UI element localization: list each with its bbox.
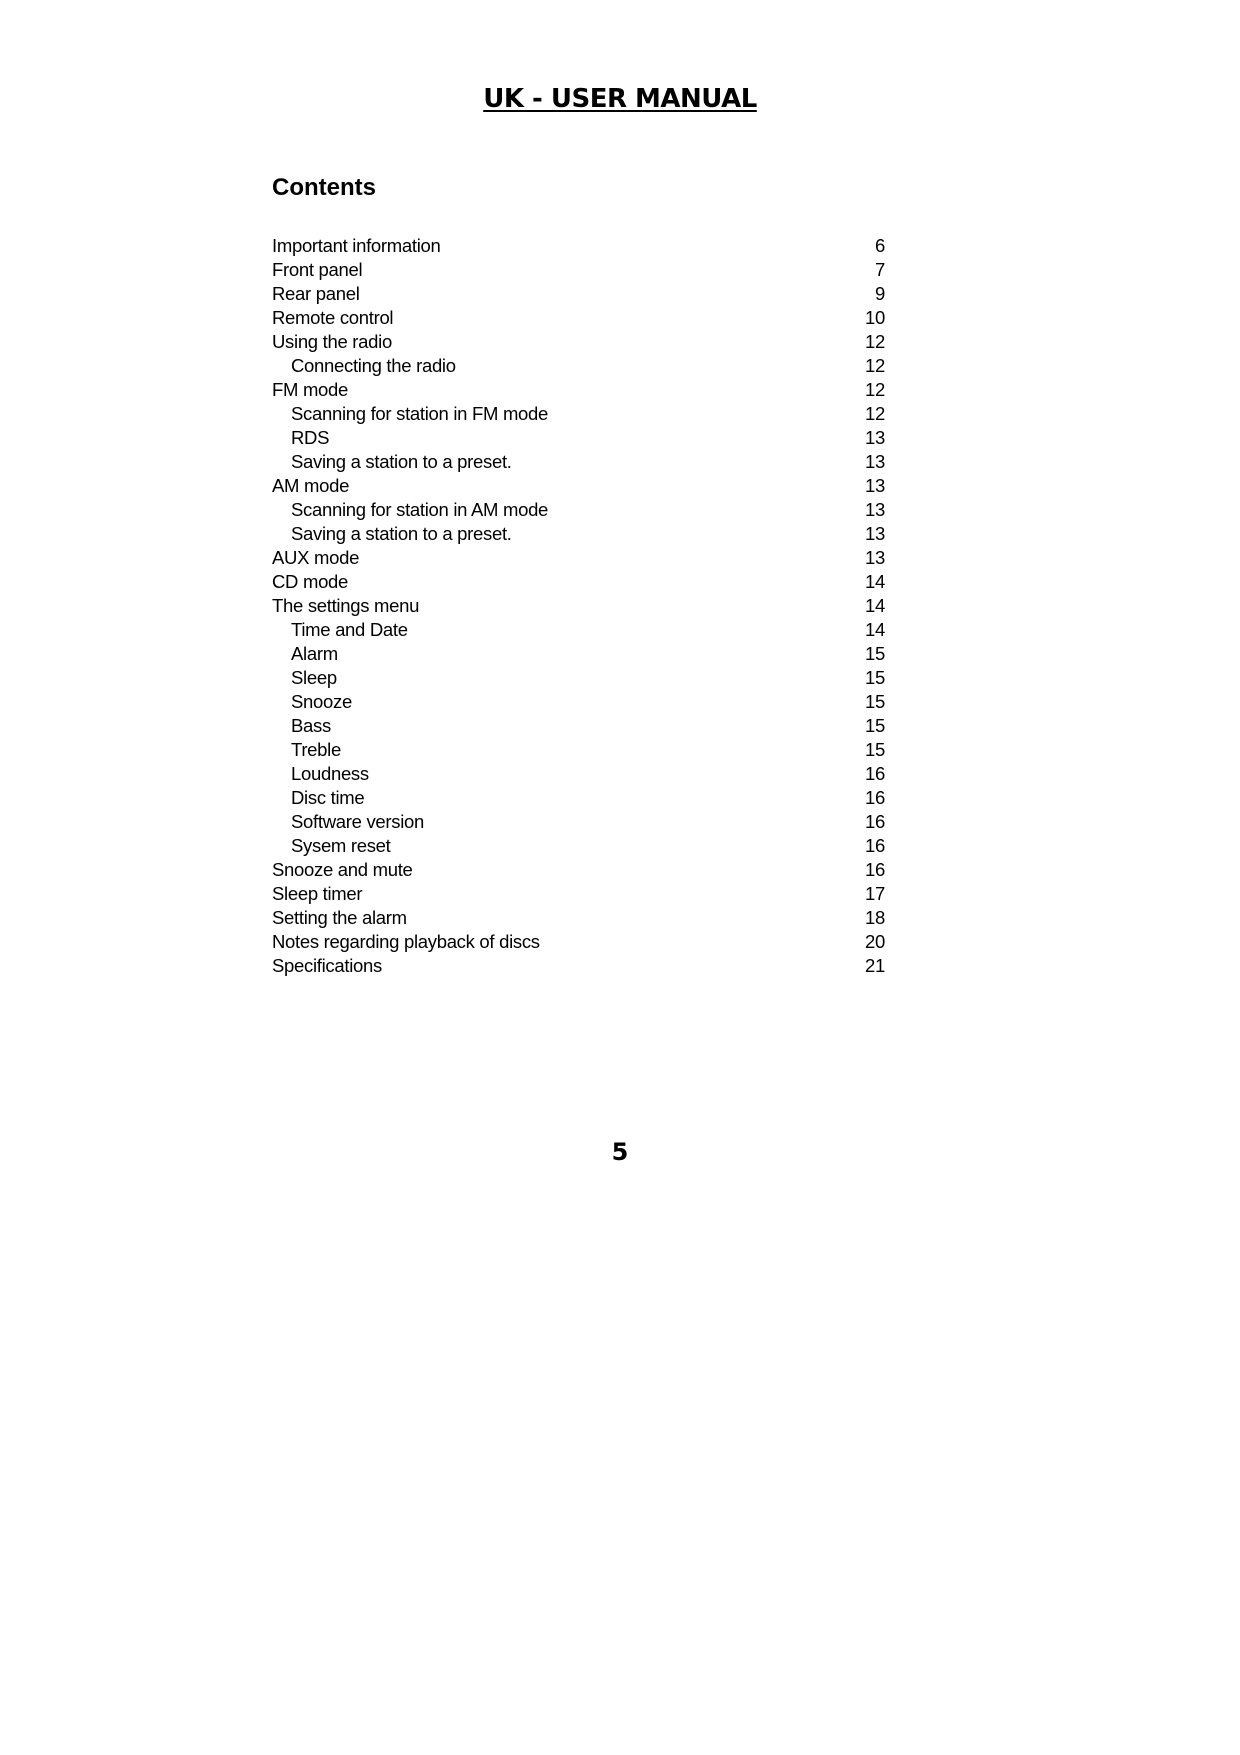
toc-entry [272, 354, 885, 378]
toc-entry-page: 16 [865, 787, 885, 808]
toc-entry-page: 18 [865, 907, 885, 928]
toc-entry-page: 13 [865, 427, 885, 448]
toc-entry [272, 234, 885, 258]
toc-entry [272, 618, 885, 642]
toc-entry-page: 15 [865, 667, 885, 688]
toc-entry-label: Specifications [272, 955, 382, 976]
toc-entry [272, 522, 885, 546]
toc-entry-page: 12 [865, 403, 885, 424]
toc-entry-label: CD mode [272, 571, 349, 592]
toc-entry [272, 426, 885, 450]
toc-entry-label: Snooze [291, 691, 352, 712]
toc-entry-label: Disc time [291, 787, 365, 808]
toc-entry [272, 858, 885, 882]
toc-entry-page: 12 [865, 379, 885, 400]
toc-entry-page: 14 [865, 619, 885, 640]
toc-entry-label: Remote control [272, 307, 394, 328]
toc-entry-label: AM mode [272, 475, 350, 496]
toc-entry-page: 16 [865, 859, 885, 880]
toc-entry-page: 13 [865, 451, 885, 472]
toc-entry-page: 12 [865, 355, 885, 376]
toc-entry [272, 810, 885, 834]
toc-entry [272, 402, 885, 426]
toc-entry [272, 882, 885, 906]
toc-entry [272, 450, 885, 474]
toc-entry-label: Scanning for station in FM mode [291, 403, 549, 424]
toc-entry-label: Time and Date [291, 619, 408, 640]
table-of-contents [272, 234, 885, 978]
toc-entry-page: 9 [875, 283, 885, 304]
toc-entry [272, 570, 885, 594]
page-number: 5 [611, 1138, 629, 1166]
toc-entry [272, 786, 885, 810]
toc-entry [272, 594, 885, 618]
toc-entry-label: Snooze and mute [272, 859, 413, 880]
toc-entry [272, 282, 885, 306]
toc-entry-page: 15 [865, 715, 885, 736]
toc-entry-label: Front panel [272, 259, 363, 280]
toc-entry-label: Alarm [291, 643, 338, 664]
toc-entry-page: 13 [865, 475, 885, 496]
toc-entry-page: 16 [865, 835, 885, 856]
toc-entry-label: Using the radio [272, 331, 392, 352]
toc-entry-page: 16 [865, 811, 885, 832]
toc-entry-label: Scanning for station in AM mode [291, 499, 549, 520]
toc-entry [272, 954, 885, 978]
toc-entry [272, 642, 885, 666]
toc-entry-label: Treble [291, 739, 341, 760]
toc-entry [272, 834, 885, 858]
toc-entry [272, 330, 885, 354]
toc-entry-label: RDS [291, 427, 330, 448]
toc-entry [272, 762, 885, 786]
toc-entry-label: Sleep [291, 667, 337, 688]
toc-entry [272, 258, 885, 282]
toc-entry-page: 13 [865, 499, 885, 520]
toc-entry-label: Software version [291, 811, 424, 832]
toc-entry-label: Setting the alarm [272, 907, 407, 928]
toc-entry [272, 474, 885, 498]
toc-entry-label: Connecting the radio [291, 355, 456, 376]
toc-entry-page: 10 [865, 307, 885, 328]
toc-entry-page: 7 [875, 259, 885, 280]
toc-entry-label: Important information [272, 235, 441, 256]
toc-entry-page: 6 [875, 235, 885, 256]
toc-entry-label: The settings menu [272, 595, 420, 616]
toc-entry-label: Rear panel [272, 283, 360, 304]
toc-entry-page: 17 [865, 883, 885, 904]
toc-entry-label: Notes regarding playback of discs [272, 931, 540, 952]
toc-entry-page: 21 [865, 955, 885, 976]
toc-entry-label: Bass [291, 715, 331, 736]
toc-entry-page: 12 [865, 331, 885, 352]
toc-entry [272, 690, 885, 714]
toc-entry-label: Sleep timer [272, 883, 363, 904]
toc-entry-page: 16 [865, 763, 885, 784]
toc-entry-page: 15 [865, 739, 885, 760]
toc-entry [272, 498, 885, 522]
toc-entry-page: 20 [865, 931, 885, 952]
toc-entry-label: Saving a station to a preset. [291, 523, 512, 544]
toc-entry-label: Sysem reset [291, 835, 391, 856]
toc-entry-label: AUX mode [272, 547, 360, 568]
toc-entry [272, 738, 885, 762]
page-title: UK - USER MANUAL [483, 84, 757, 114]
toc-entry-page: 15 [865, 691, 885, 712]
toc-entry [272, 906, 885, 930]
toc-entry [272, 546, 885, 570]
toc-entry-page: 15 [865, 643, 885, 664]
toc-entry-label: Saving a station to a preset. [291, 451, 512, 472]
toc-entry-page: 14 [865, 571, 885, 592]
toc-entry [272, 930, 885, 954]
toc-entry [272, 306, 885, 330]
toc-entry-label: Loudness [291, 763, 369, 784]
toc-entry [272, 714, 885, 738]
toc-entry-label: FM mode [272, 379, 349, 400]
toc-entry-page: 13 [865, 523, 885, 544]
toc-entry [272, 666, 885, 690]
toc-entry-page: 14 [865, 595, 885, 616]
contents-heading: Contents [272, 174, 376, 201]
toc-entry-page: 13 [865, 547, 885, 568]
toc-entry [272, 378, 885, 402]
